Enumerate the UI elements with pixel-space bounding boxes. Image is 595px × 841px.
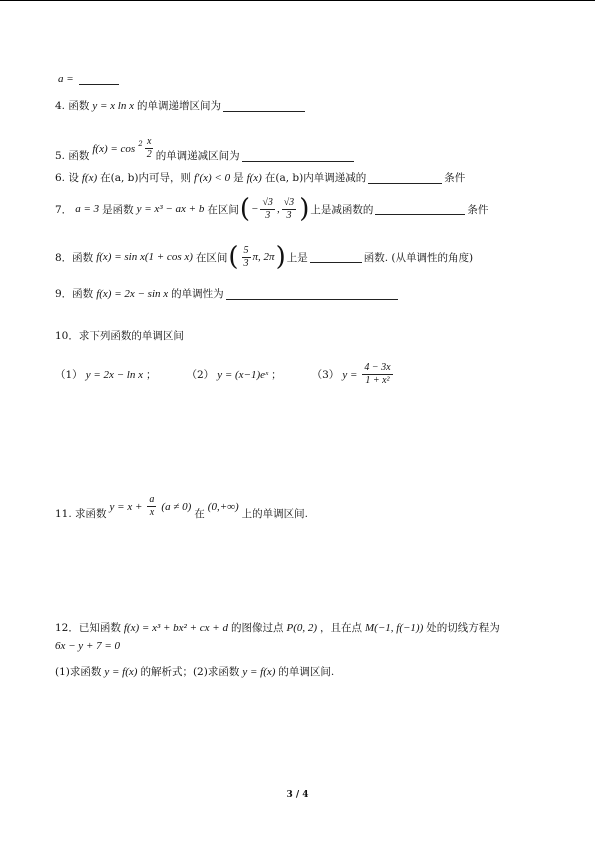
- q10-fraction: [362, 362, 392, 387]
- q8-answer-blank[interactable]: [310, 251, 362, 263]
- q7-text-1: 是函数: [102, 203, 134, 216]
- q5-text: 的单调递减区间为: [155, 150, 240, 162]
- math-a: a =: [58, 73, 74, 85]
- q7-frac2-num: √3: [283, 196, 295, 208]
- q11-label: 11. 求函数: [55, 508, 107, 520]
- q6-text-1: 在(a, b)内可导，则: [100, 172, 191, 184]
- q10-sep-2: ；: [271, 369, 282, 381]
- question-5: [55, 134, 356, 163]
- q12-sub-2: 的解析式；(2)求函数: [140, 666, 240, 678]
- q10-frac-num: 4 − 3x: [364, 362, 391, 373]
- q11-math-1: y = x +: [109, 500, 143, 513]
- q12-math-4: 6x − y + 7 = 0: [55, 640, 121, 652]
- q7-comma: ,: [276, 203, 280, 215]
- q10-part-2-label: （2）: [186, 369, 215, 381]
- q8-text-2: 上是: [286, 251, 308, 264]
- q7-neg: −: [251, 203, 259, 215]
- q10-part-3-math: y =: [342, 368, 358, 381]
- q5-answer-blank[interactable]: [242, 150, 354, 162]
- q7-close-paren: ): [299, 194, 310, 224]
- q8-frac-den: 3: [243, 257, 249, 269]
- q5-sup: 2: [138, 139, 143, 148]
- q8-text-3: 函数. (从单调性的角度): [363, 251, 474, 264]
- q5-frac-den: 2: [146, 149, 152, 160]
- q10-part-3-label: （3）: [311, 369, 340, 381]
- q7-frac1-num: √3: [262, 196, 273, 208]
- q8-label: 8．函数: [55, 251, 94, 264]
- q7-text-3: 上是减函数的: [310, 203, 374, 216]
- question-11: [55, 492, 308, 521]
- answer-blank[interactable]: [79, 73, 119, 85]
- q12-sub-1: (1)求函数: [55, 666, 102, 678]
- q7-label: 7．: [55, 203, 73, 216]
- q10-sep-1: ；: [146, 369, 157, 381]
- q10-part-1-label: （1）: [55, 369, 83, 381]
- question-12-line-2: [55, 640, 123, 652]
- q11-frac-den: x: [149, 507, 155, 518]
- q12-math-6: y = f(x): [242, 665, 276, 678]
- q7-fraction-1: [260, 197, 275, 222]
- q6-text-3: 在(a, b)内单调递减的: [264, 172, 367, 184]
- question-4: [55, 98, 307, 113]
- q12-label: 12．已知函数: [55, 622, 121, 634]
- q11-math-3: (0,+∞): [207, 500, 239, 513]
- q11-math-2: (a ≠ 0): [161, 500, 192, 513]
- question-12-line-1: [55, 620, 500, 635]
- q7-answer-blank[interactable]: [375, 203, 465, 215]
- q6-math-2: f′(x) < 0: [193, 171, 231, 184]
- question-10-title: [55, 328, 184, 343]
- question-12-line-3: [55, 664, 334, 679]
- question-8: [55, 244, 473, 270]
- top-rule: [0, 0, 595, 1]
- q4-answer-blank[interactable]: [223, 100, 305, 112]
- page-number: 3 / 4: [286, 790, 309, 800]
- q10-frac-den: 1 + x²: [365, 375, 390, 386]
- q11-text-1: 在: [194, 508, 205, 520]
- q7-frac2-den: 3: [286, 209, 292, 221]
- q10-title: 10．求下列函数的单调区间: [55, 330, 184, 342]
- question-a-blank: [55, 73, 121, 85]
- q6-math-3: f(x): [246, 171, 262, 184]
- q8-fraction: [242, 245, 251, 270]
- q10-part-1-math: y = 2x − ln x: [85, 368, 143, 381]
- question-7: [55, 196, 488, 222]
- q8-text-1: 在区间: [195, 251, 228, 264]
- q8-frac-num: 5: [243, 244, 249, 256]
- q6-text-4: 条件: [444, 172, 466, 184]
- q12-math-2: P(0, 2): [286, 621, 318, 634]
- q7-math-1: a = 3: [75, 203, 100, 215]
- q12-sub-3: 的单调区间.: [278, 666, 335, 678]
- q9-text-1: 的单调性为: [171, 288, 224, 300]
- q5-math: f(x) = cos: [92, 142, 136, 155]
- q12-text-1: 的图像过点: [230, 622, 284, 634]
- q6-label: 6. 设: [55, 172, 79, 184]
- q11-fraction: [147, 494, 156, 519]
- q7-fraction-2: [282, 197, 297, 222]
- q6-math-1: f(x): [81, 171, 98, 184]
- q7-open-paren: (: [239, 194, 250, 224]
- q5-frac-num: x: [146, 136, 152, 147]
- q12-math-1: f(x) = x³ + bx² + cx + d: [123, 621, 228, 634]
- q6-text-2: 是: [233, 172, 244, 184]
- q5-label: 5. 函数: [55, 150, 90, 162]
- q8-close-paren: ): [275, 242, 286, 272]
- q4-math: y = x ln x: [92, 99, 134, 112]
- q8-math-1: f(x) = sin x(1 + cos x): [96, 251, 193, 263]
- q12-text-3: 处的切线方程为: [426, 622, 500, 634]
- q11-text-2: 上的单调区间.: [241, 508, 308, 520]
- q12-text-2: ，且在点: [320, 622, 363, 634]
- q5-fraction: [145, 136, 154, 161]
- q4-label: 4. 函数: [55, 100, 90, 112]
- q9-answer-blank[interactable]: [226, 288, 398, 300]
- q8-open-paren: (: [228, 242, 239, 272]
- question-9: [55, 286, 400, 301]
- q9-label: 9．函数: [55, 288, 94, 300]
- q12-math-3: M(−1, f(−1)): [365, 621, 424, 634]
- q9-math-1: f(x) = 2x − sin x: [96, 287, 169, 300]
- q8-pi: π, 2π: [252, 251, 275, 263]
- q7-text-2: 在区间: [207, 203, 239, 216]
- q11-frac-num: a: [149, 494, 155, 505]
- q7-math-2: y = x³ − ax + b: [136, 203, 205, 215]
- q7-frac1-den: 3: [265, 209, 271, 221]
- q4-text: 的单调递增区间为: [137, 100, 221, 112]
- question-6: [55, 170, 465, 185]
- q12-math-5: y = f(x): [104, 665, 138, 678]
- q7-text-4: 条件: [467, 203, 489, 216]
- q10-part-2-math: y = (x−1)eˣ: [217, 368, 269, 381]
- q6-answer-blank[interactable]: [368, 172, 442, 184]
- question-10-parts: [55, 362, 395, 387]
